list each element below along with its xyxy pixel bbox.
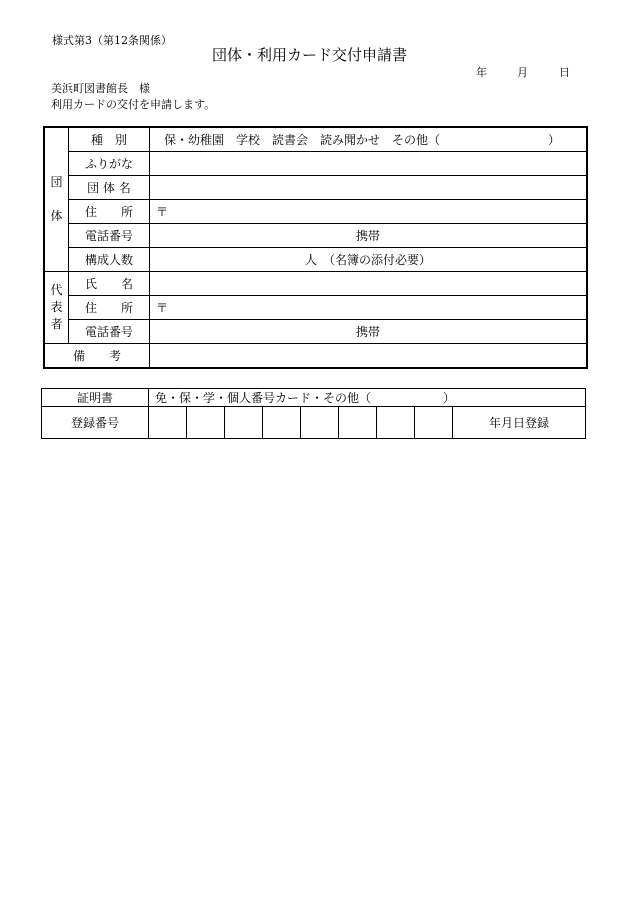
rep-label-char-2: 表 <box>50 300 63 314</box>
mobile-label: 携帯 <box>355 229 380 243</box>
addressee: 美浜町図書館長 様 <box>51 82 150 95</box>
date-month-label: 月 <box>517 66 528 79</box>
rep-address-label: 住 所 <box>69 296 150 320</box>
rep-label-char-1: 代 <box>50 283 63 297</box>
group-label-char-1: 団 <box>50 175 63 189</box>
rep-section-label <box>44 272 69 344</box>
rep-name-label: 氏 名 <box>69 272 150 296</box>
certificate-label: 証明書 <box>42 389 149 407</box>
office-use-table <box>41 388 586 439</box>
type-options[interactable]: 保・幼稚園 学校 読書会 読み聞かせ その他（ ） <box>150 127 588 152</box>
rep-name-field[interactable] <box>150 272 588 296</box>
application-table <box>43 126 588 369</box>
members-label: 構成人数 <box>69 248 150 272</box>
page-title: 団体・利用カード交付申請書 <box>212 46 408 64</box>
group-section-label <box>44 127 69 272</box>
rep-label-char-3: 者 <box>50 317 63 331</box>
group-label-char-2: 体 <box>50 209 63 223</box>
postal-mark: 〒 <box>156 301 169 315</box>
registration-digit-box[interactable] <box>187 407 225 439</box>
postal-mark: 〒 <box>156 205 169 219</box>
rep-phone-label: 電話番号 <box>69 320 150 344</box>
furigana-field[interactable] <box>150 152 588 176</box>
statement: 利用カードの交付を申請します。 <box>51 98 216 111</box>
furigana-label: ふりがな <box>69 152 150 176</box>
group-address-field[interactable] <box>150 200 588 224</box>
type-label: 種 別 <box>69 127 150 152</box>
registration-digit-box[interactable] <box>339 407 377 439</box>
group-name-label: 団 体 名 <box>69 176 150 200</box>
registration-digit-box[interactable] <box>415 407 453 439</box>
remarks-field[interactable] <box>150 344 588 369</box>
date-year-label: 年 <box>476 66 487 79</box>
rep-phone-field[interactable] <box>150 320 588 344</box>
registration-digit-box[interactable] <box>377 407 415 439</box>
form-number: 様式第3（第12条関係） <box>52 34 172 47</box>
certificate-options[interactable]: 免・保・学・個人番号カード・その他（ ） <box>149 389 586 407</box>
date-day-label: 日 <box>559 66 570 79</box>
members-field[interactable]: 人 （名簿の添付必要） <box>150 248 588 272</box>
registration-date-label: 年月日登録 <box>453 407 586 439</box>
registration-digit-box[interactable] <box>149 407 187 439</box>
group-name-field[interactable] <box>150 176 588 200</box>
mobile-label: 携帯 <box>355 325 380 339</box>
group-phone-label: 電話番号 <box>69 224 150 248</box>
registration-label: 登録番号 <box>42 407 149 439</box>
registration-digit-box[interactable] <box>263 407 301 439</box>
rep-address-field[interactable] <box>150 296 588 320</box>
group-phone-field[interactable] <box>150 224 588 248</box>
group-address-label: 住 所 <box>69 200 150 224</box>
registration-digit-box[interactable] <box>225 407 263 439</box>
registration-digit-box[interactable] <box>301 407 339 439</box>
remarks-label: 備 考 <box>44 344 150 369</box>
